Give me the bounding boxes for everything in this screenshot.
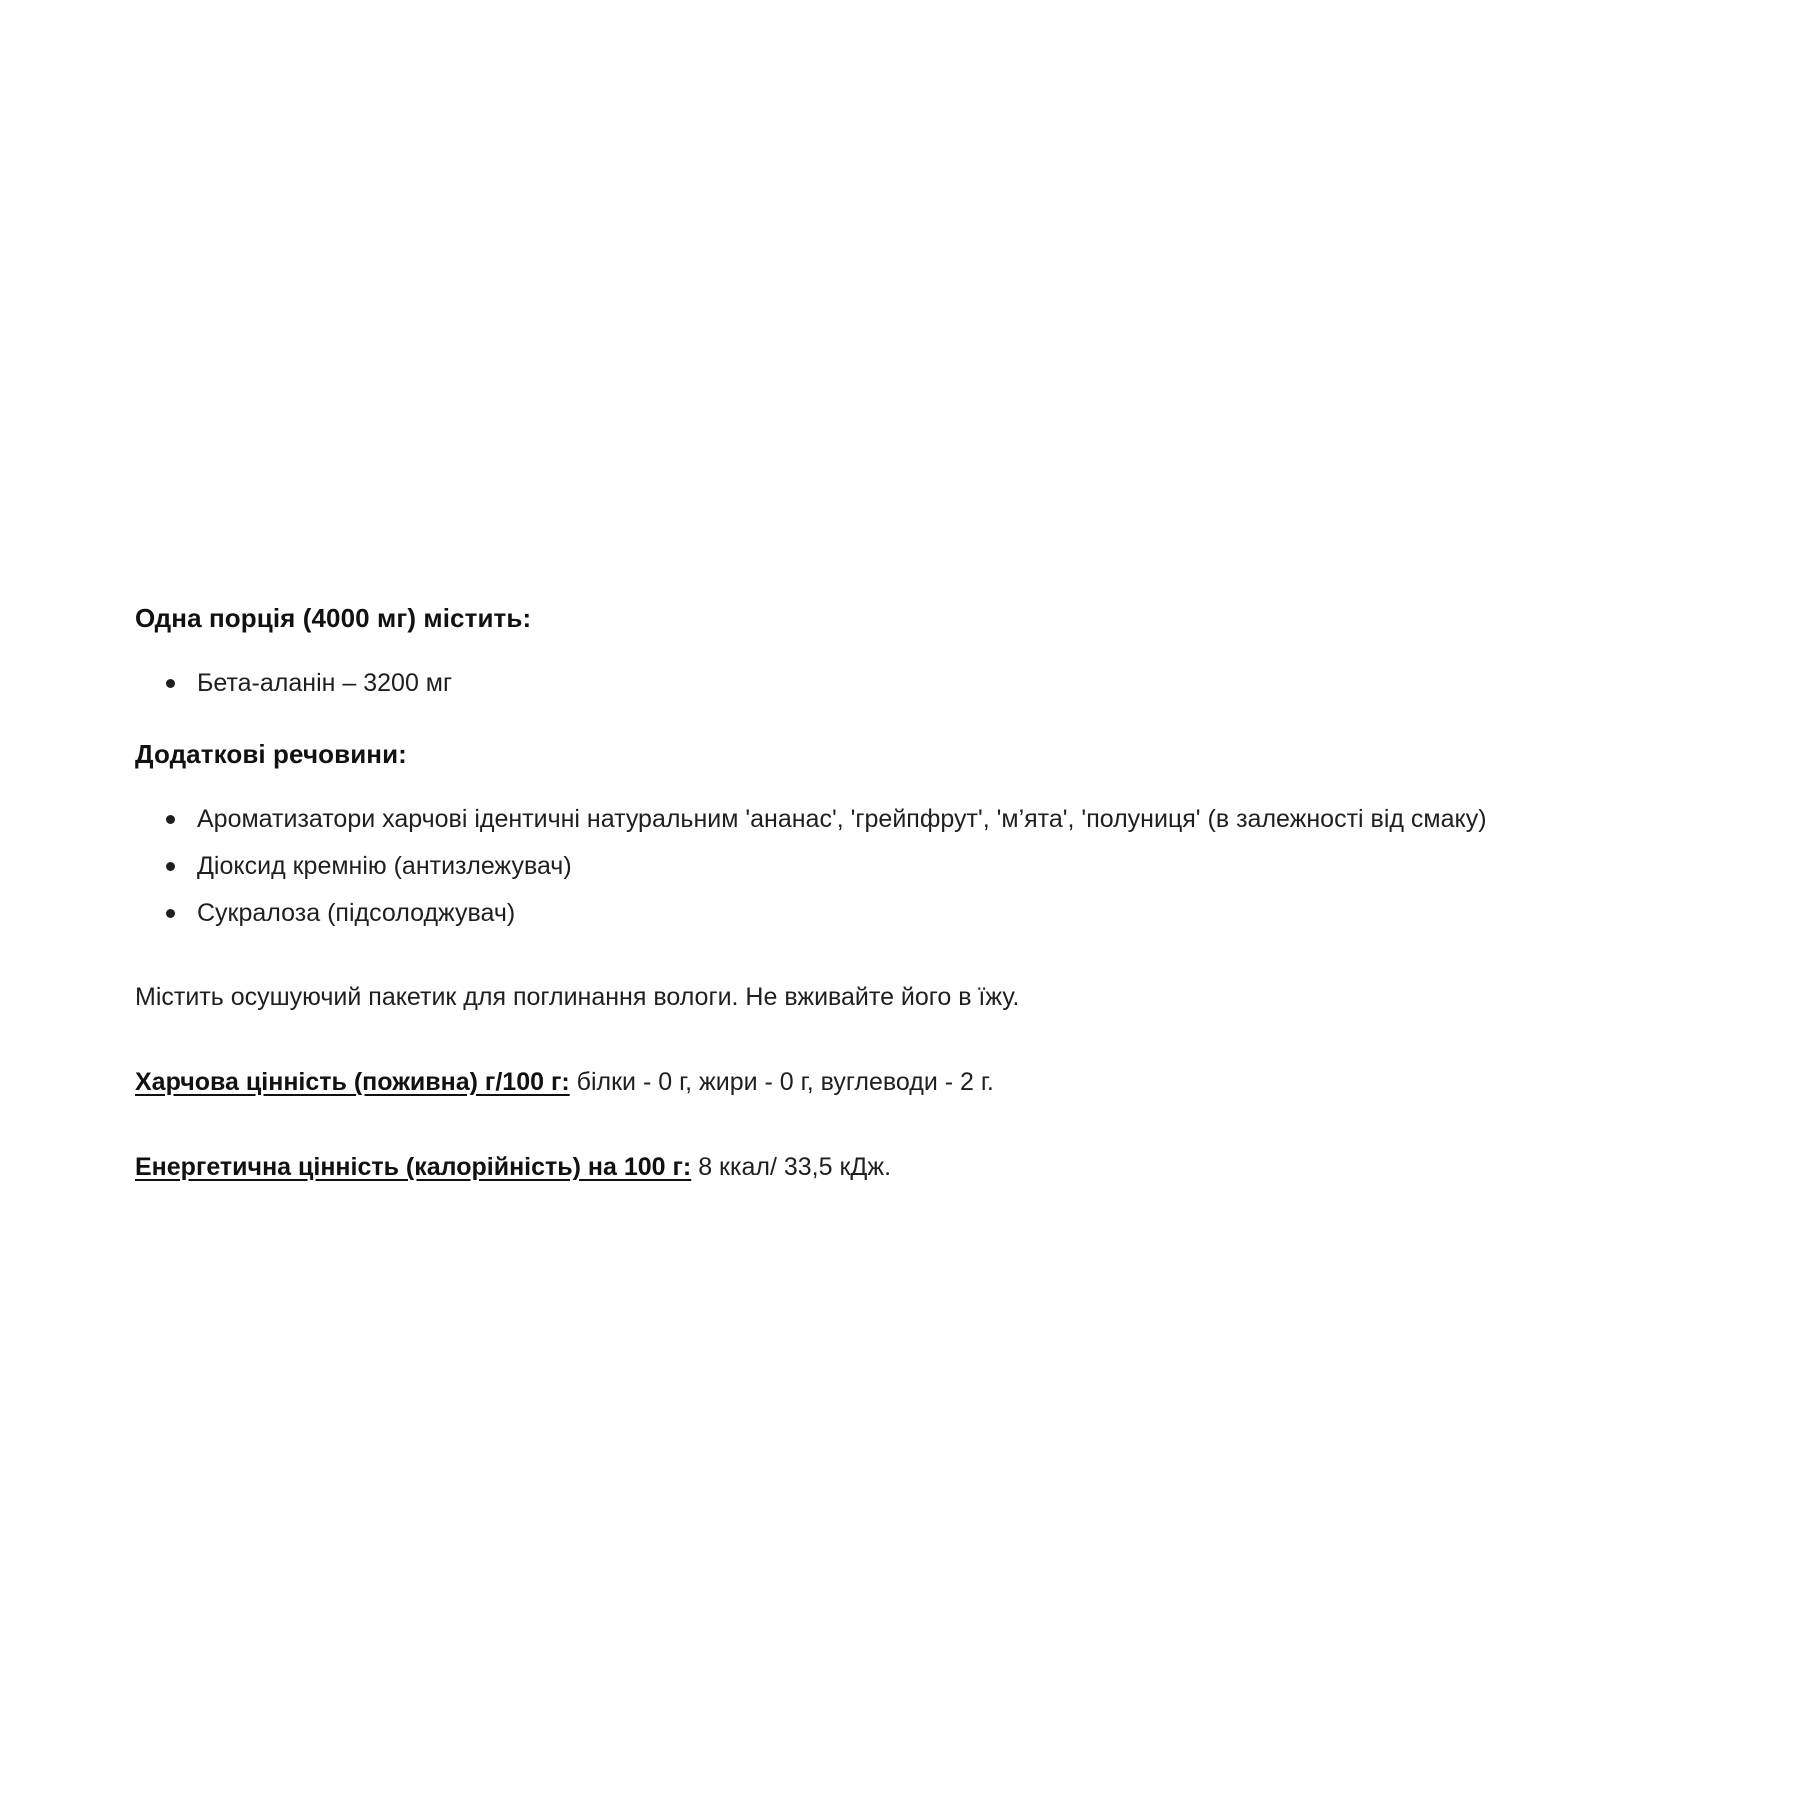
desiccant-note: Містить осушуючий пакетик для поглинання вологи. Не вживайте його в їжу. (135, 983, 1020, 1012)
nutrition-value-label: Харчова цінність (поживна) г/100 г: (135, 1068, 570, 1097)
list-item: Діоксид кремнію (антизлежувач) (135, 847, 1695, 886)
nutrition-value-line (135, 1063, 1695, 1102)
energy-value-label: Енергетична цінність (калорійність) на 100 г: (135, 1152, 692, 1181)
spacer (135, 1102, 1695, 1148)
additives-heading: Додаткові речовини: (135, 739, 407, 770)
spacer (135, 1017, 1695, 1063)
energy-value-text: 8 ккал/ 33,5 кДж. (691, 1152, 892, 1181)
product-composition-block (135, 600, 1695, 1187)
list-item: Ароматизатори харчові ідентичні натуральним 'ананас', 'грейпфрут', 'м’ята', 'полуниця' (в залежності від смаку) (135, 800, 1695, 839)
list-item: Бета-аланін – 3200 мг (135, 664, 1695, 703)
nutrition-value-text: білки - 0 г, жири - 0 г, вуглеводи - 2 г. (569, 1068, 994, 1097)
additives-list (135, 800, 1695, 932)
serving-heading: Одна порція (4000 мг) містить: (135, 603, 532, 633)
energy-value-line (135, 1148, 1695, 1187)
list-item: Сукралоза (підсолоджувач) (135, 894, 1695, 933)
spacer (135, 940, 1695, 978)
serving-ingredients-list (135, 664, 1695, 703)
